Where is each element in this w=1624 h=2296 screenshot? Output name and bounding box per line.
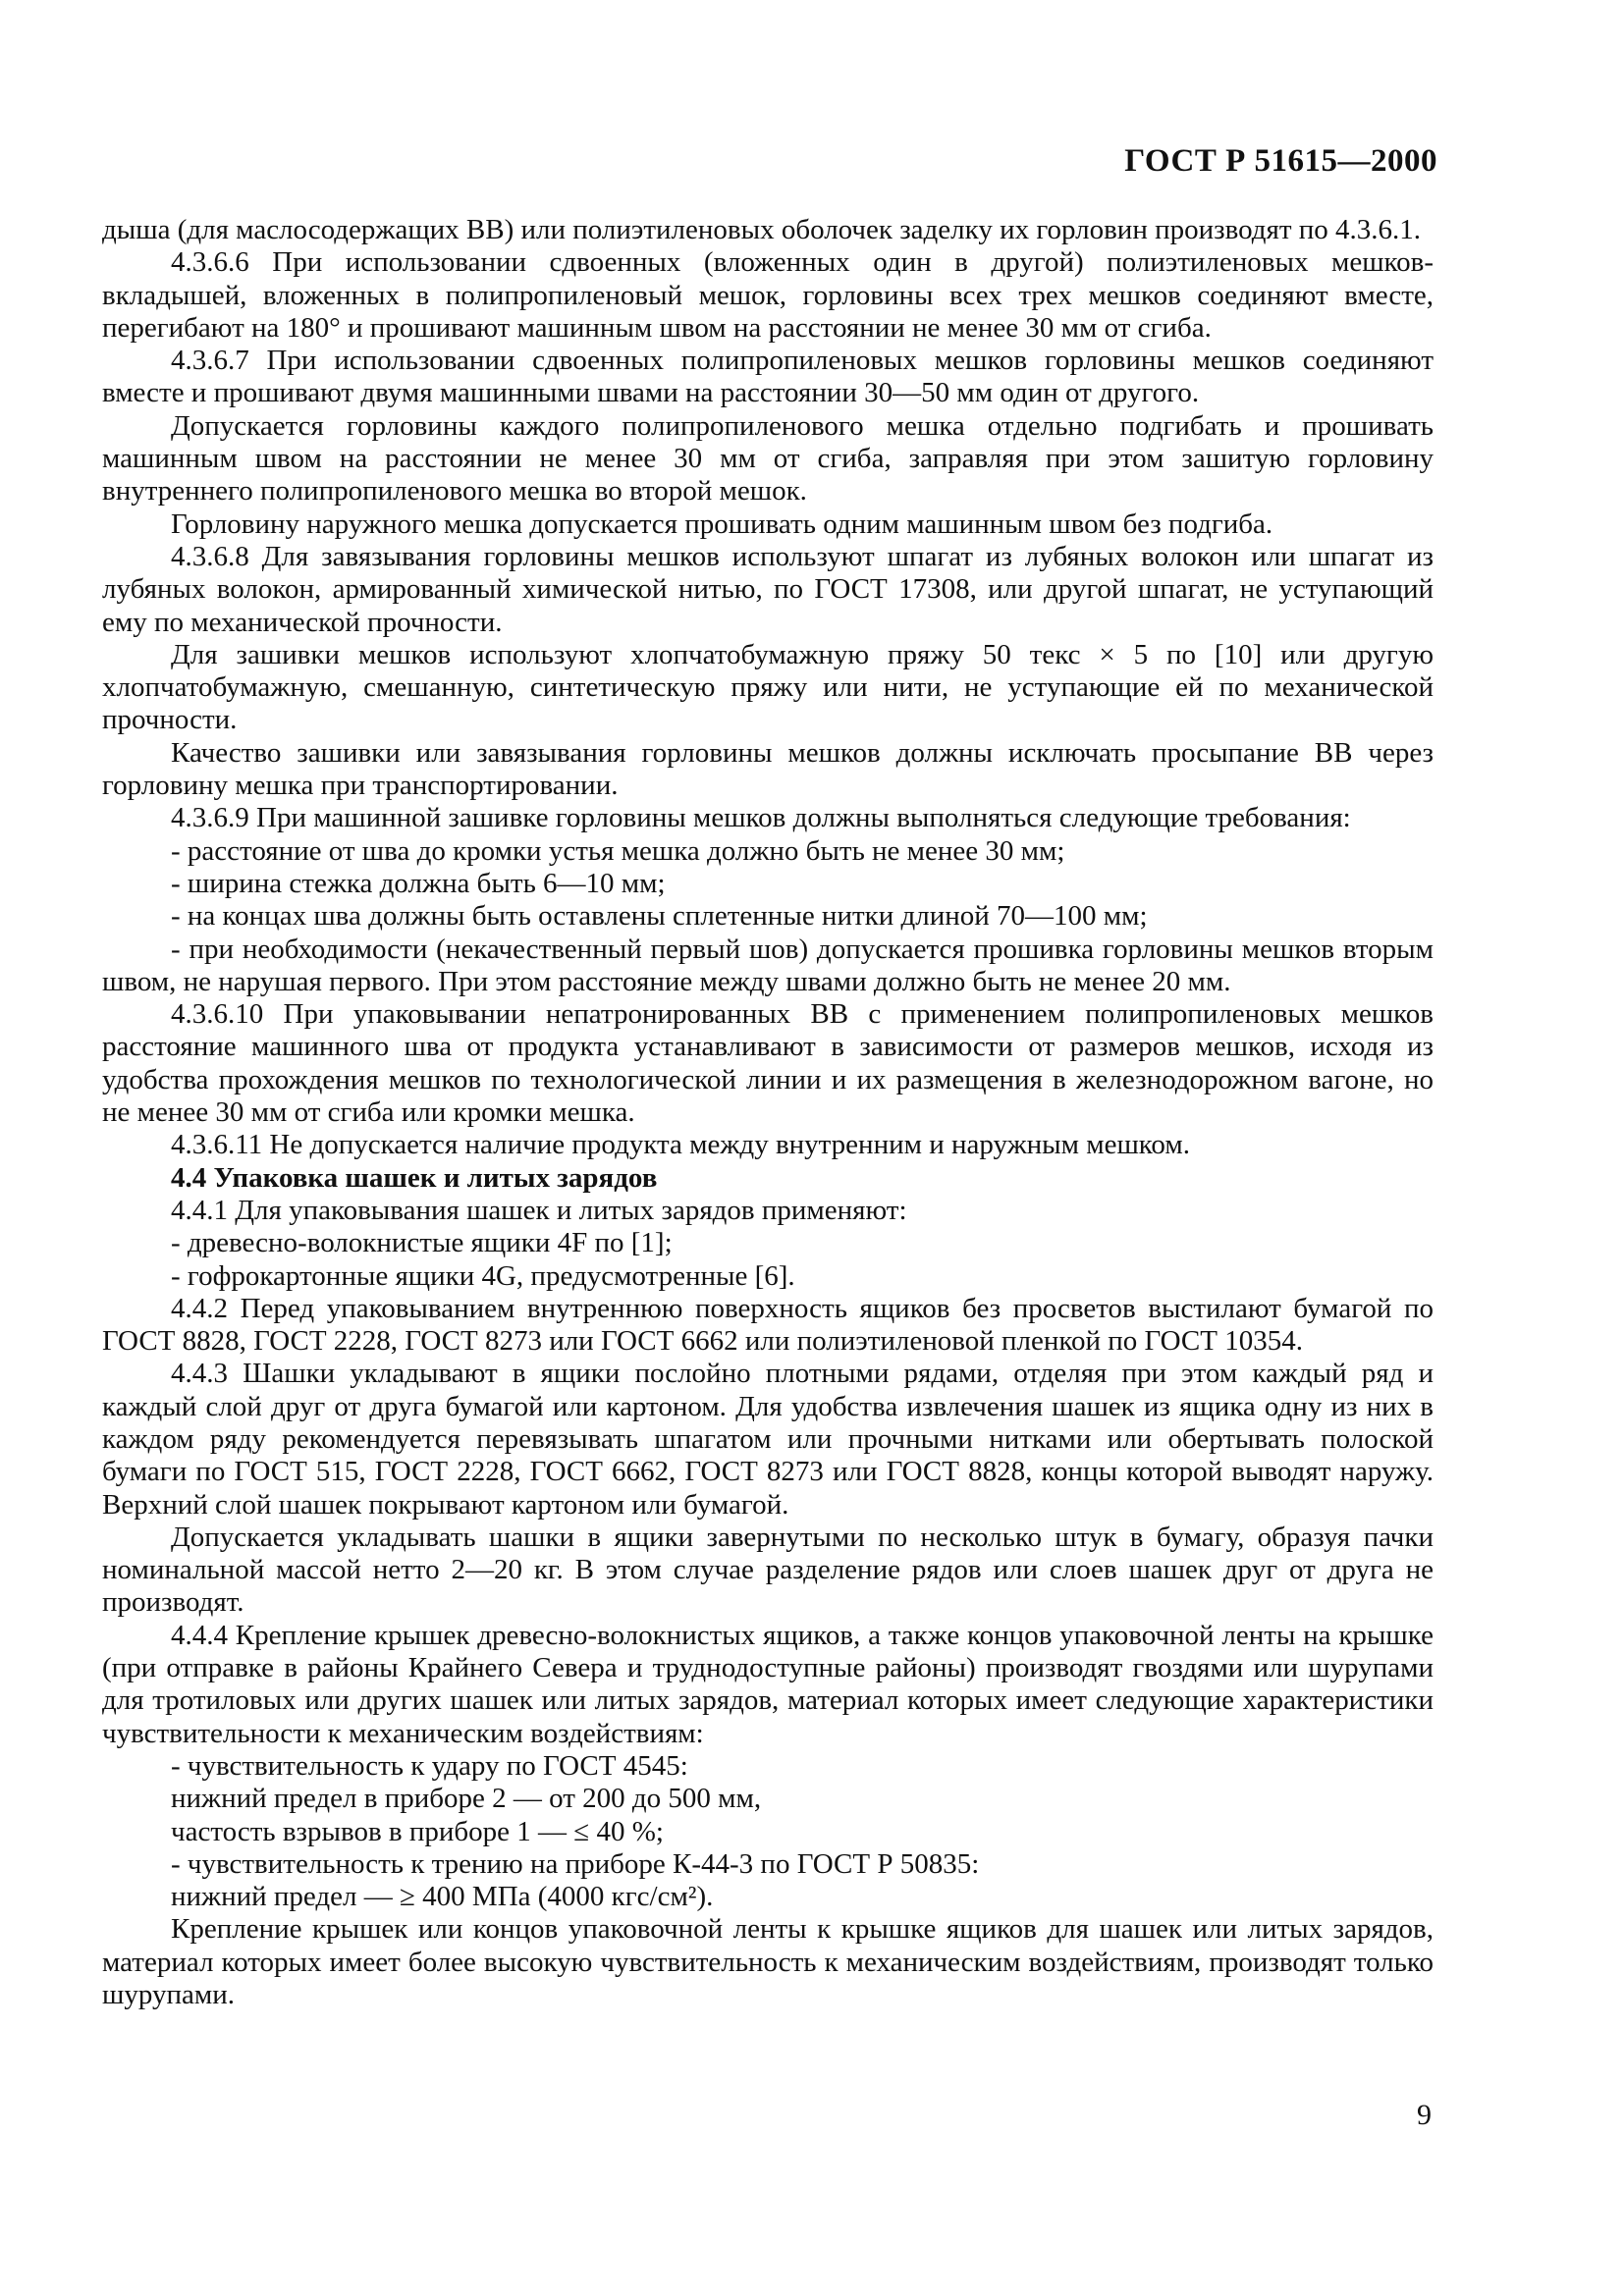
paragraph-4-4-4: 4.4.4 Крепление крышек древесно-волокнистых ящиков, а также концов упаковочной ленты на крышке (при отправке в районы Крайнего Севера и труднодоступные районы) производят гвоздями или шурупами для тротиловых или других шашек или литых зарядов, материал которых имеет следующие характеристики чувствительности к механическим воздействиям: <box>102 1619 1434 1749</box>
paragraph-4-3-6-7: 4.3.6.7 При использовании сдвоенных полипропиленовых мешков горловины мешков соединяют вместе и прошивают двумя машинными швами на расстоянии 30—50 мм один от другого. <box>102 345 1434 409</box>
list-item: - расстояние от шва до кромки устья мешка должно быть не менее 30 мм; <box>171 834 1065 867</box>
paragraph-4-4-3: 4.4.3 Шашки укладывают в ящики послойно плотными рядами, отделяя при этом каждый ряд и каждый слой друг от друга бумагой или картоном. Для удобства извлечения шашек из ящика одну из них в каждом ряду рекомендуется перевязывать шпагатом или прочными нитками или обертывать полоской бумаги по ГОСТ 515, ГОСТ 2228, ГОСТ 6662, ГОСТ 8273 или ГОСТ 8828, концы которой выводят наружу. Верхний слой шашек покрывают картоном или бумагой. <box>102 1358 1434 1521</box>
list-item-detail: нижний предел — ≥ 400 МПа (4000 кгс/см²). <box>171 1881 714 1913</box>
list-item-detail: нижний предел в приборе 2 — от 200 до 500 мм, <box>171 1783 762 1815</box>
paragraph-4-3-6-9: 4.3.6.9 При машинной зашивке горловины мешков должны выполняться следующие требования: <box>171 802 1351 834</box>
page-number: 9 <box>1417 2099 1432 2131</box>
paragraph-4-3-6-6: 4.3.6.6 При использовании сдвоенных (вложенных один в другой) полиэтиленовых мешков-вкладышей, вложенных в полипропиленовый мешок, горловины всех трех мешков соединяют вместе, перегибают на 180° и прошивают машинным швом на расстоянии не менее 30 мм от сгиба. <box>102 246 1434 344</box>
paragraph: Качество зашивки или завязывания горловины мешков должны исключать просыпание ВВ через горловину мешка при транспортировании. <box>102 736 1434 802</box>
list-item: - чувствительность к трению на приборе К-44-3 по ГОСТ Р 50835: <box>171 1847 980 1880</box>
paragraph-4-4-1: 4.4.1 Для упаковывания шашек и литых зарядов применяют: <box>171 1194 907 1226</box>
document-body <box>102 214 1434 2011</box>
paragraph: Допускается укладывать шашки в ящики завернутыми по несколько штук в бумагу, образуя пачки номинальной массой нетто 2—20 кг. В этом случае разделение рядов или слоев шашек друг от друга не производят. <box>102 1521 1434 1619</box>
paragraph-4-4-2: 4.4.2 Перед упаковыванием внутреннюю поверхность ящиков без просветов выстилают бумагой по ГОСТ 8828, ГОСТ 2228, ГОСТ 8273 или ГОСТ 6662 или полиэтиленовой пленкой по ГОСТ 10354. <box>102 1292 1434 1358</box>
document-code-header: ГОСТ Р 51615—2000 <box>1124 143 1437 179</box>
list-item: - на концах шва должны быть оставлены сплетенные нитки длиной 70—100 мм; <box>171 900 1148 933</box>
paragraph-4-3-6-8: 4.3.6.8 Для завязывания горловины мешков используют шпагат из лубяных волокон или шпагат из лубяных волокон, армированный химической нитью, по ГОСТ 17308, или другой шпагат, не уступающий ему по механической прочности. <box>102 540 1434 638</box>
list-item: - гофрокартонные ящики 4G, предусмотренные [6]. <box>171 1259 795 1292</box>
list-item: - древесно-волокнистые ящики 4F по [1]; <box>171 1227 673 1259</box>
paragraph: Горловину наружного мешка допускается прошивать одним машинным швом без подгиба. <box>171 507 1273 540</box>
paragraph: Для зашивки мешков используют хлопчатобумажную пряжу 50 текс × 5 по [10] или другую хлопчатобумажную, смешанную, синтетическую пряжу или нити, не уступающие ей по механической прочности. <box>102 638 1434 736</box>
paragraph-4-3-6-11: 4.3.6.11 Не допускается наличие продукта между внутренним и наружным мешком. <box>171 1129 1190 1161</box>
paragraph: Допускается горловины каждого полипропиленового мешка отдельно подгибать и прошивать машинным швом на расстоянии не менее 30 мм от сгиба, заправляя при этом зашитую горловину внутреннего полипропиленового мешка во второй мешок. <box>102 409 1434 507</box>
paragraph-continuation: дыша (для маслосодержащих ВВ) или полиэтиленовых оболочек заделку их горловин производят по 4.3.6.1. <box>102 214 1422 245</box>
section-heading-4-4: 4.4 Упаковка шашек и литых зарядов <box>171 1161 658 1194</box>
list-item: - чувствительность к удару по ГОСТ 4545: <box>171 1749 688 1782</box>
paragraph: Крепление крышек или концов упаковочной ленты к крышке ящиков для шашек или литых зарядов, материал которых имеет более высокую чувствительность к механическим воздействиям, производят только шурупами. <box>102 1913 1434 2011</box>
list-item: - ширина стежка должна быть 6—10 мм; <box>171 867 666 899</box>
paragraph-4-3-6-10: 4.3.6.10 При упаковывании непатронированных ВВ с применением полипропиленовых мешков расстояние машинного шва от продукта устанавливают в зависимости от размеров мешков, исходя из удобства прохождения мешков по технологической линии и их размещения в железнодорожном вагоне, но не менее 30 мм от сгиба или кромки мешка. <box>102 998 1434 1129</box>
list-item-detail: частость взрывов в приборе 1 — ≤ 40 %; <box>171 1815 664 1847</box>
list-item: - при необходимости (некачественный первый шов) допускается прошивка горловины мешков вторым швом, не нарушая первого. При этом расстояние между швами должно быть не менее 20 мм. <box>102 933 1434 997</box>
